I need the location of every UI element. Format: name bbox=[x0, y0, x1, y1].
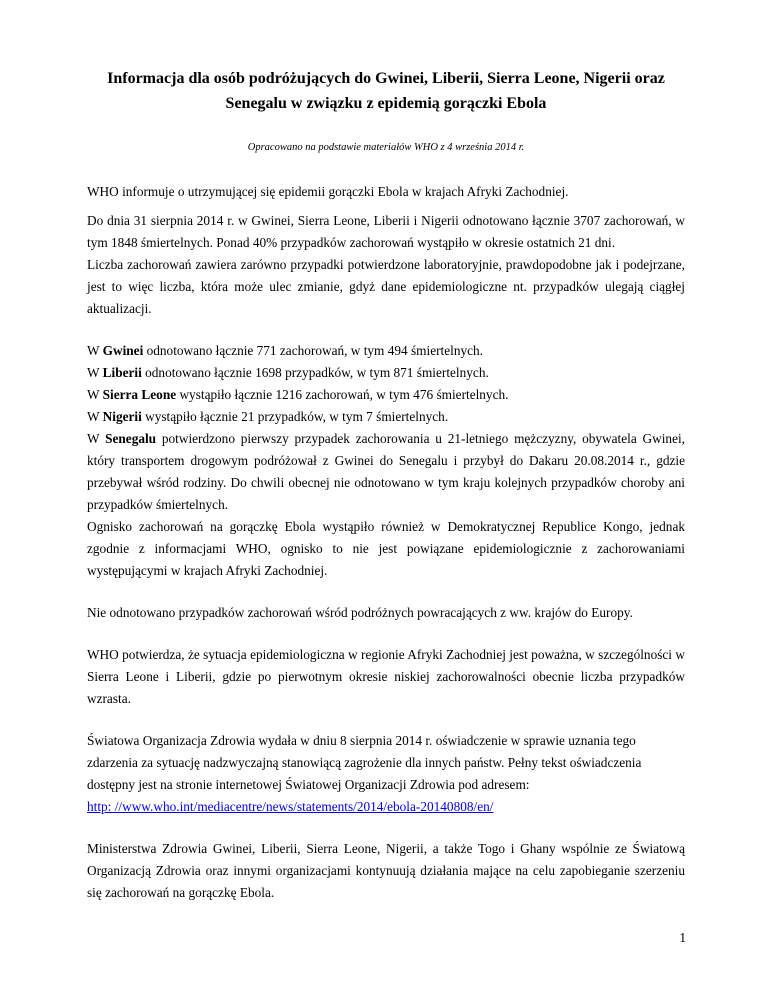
country-name: Sierra Leone bbox=[102, 387, 177, 402]
case-count-paragraph: Do dnia 31 sierpnia 2014 r. w Gwinei, Sierra Leone, Liberii i Nigerii odnotowano łącznie 3707 zachorowań, w tym 1848 śmiertelnych. Ponad 40% przypadków zachorowań wystąpiło w okresie ostatnich 21 dni. bbox=[87, 213, 685, 250]
who-statement-link[interactable]: http: //www.who.int/mediacentre/news/statements/2014/ebola-20140808/en/ bbox=[87, 799, 494, 814]
statement-line-3: dostępny jest na stronie internetowej Światowej Organizacji Zdrowia pod adresem: bbox=[87, 777, 530, 792]
congo-paragraph: Ognisko zachorowań na gorączkę Ebola wystąpiło również w Demokratycznej Republice Kongo, jednak zgodnie z informacjami WHO, ognisko to nie jest powiązane epidemiologicznie z zachorowaniami występującymi w krajach Afryki Zachodniej. bbox=[87, 519, 685, 578]
title-line-1: Informacja dla osób podróżujących do Gwinei, Liberii, Sierra Leone, Nigerii oraz bbox=[107, 70, 665, 87]
country-list bbox=[87, 340, 685, 516]
situation-paragraph: WHO potwierdza, że sytuacja epidemiologiczna w regionie Afryki Zachodniej jest poważna, w szczególności w Sierra Leone i Liberii, gdzie po pierwotnym okresie niskiej zachorowalności obecnie liczba przypadków wzrasta. bbox=[87, 647, 685, 706]
country-name: Nigerii bbox=[102, 409, 142, 424]
country-item-liberia: W Liberii odnotowano łącznie 1698 przypadków, w tym 871 śmiertelnych. bbox=[87, 365, 489, 380]
statement-line-2: zdarzenia za sytuację nadzwyczajną stanowiącą zagrożenie dla innych państw. Pełny tekst oświadczenia bbox=[87, 755, 642, 770]
country-name: Senegalu bbox=[105, 431, 157, 446]
country-item-nigeria: W Nigerii wystąpiło łącznie 21 przypadków, w tym 7 śmiertelnych. bbox=[87, 409, 449, 424]
country-name: Gwinei bbox=[102, 343, 144, 358]
statement-line-1: Światowa Organizacja Zdrowia wydała w dniu 8 sierpnia 2014 r. oświadczenie w sprawie uznania tego bbox=[87, 733, 636, 748]
title-line-2: Senegalu w związku z epidemią gorączki Ebola bbox=[225, 95, 547, 112]
intro-paragraph: WHO informuje o utrzymującej się epidemii gorączki Ebola w krajach Afryki Zachodniej. bbox=[87, 184, 569, 199]
country-name: Liberii bbox=[102, 365, 142, 380]
page-number: 1 bbox=[679, 930, 686, 945]
country-item-gwinea: W Gwinei odnotowano łącznie 771 zachorowań, w tym 494 śmiertelnych. bbox=[87, 343, 483, 358]
europe-paragraph: Nie odnotowano przypadków zachorowań wśród podróżnych powracających z ww. krajów do Europy. bbox=[87, 605, 633, 620]
document-title bbox=[87, 66, 685, 116]
country-item-senegal: W Senegalu potwierdzono pierwszy przypadek zachorowania u 21-letniego mężczyzny, obywatela Gwinei, który transportem drogowym podróżował z Gwinei do Senegalu i przybył do Dakaru 20.08.2014 r., gdzie przebywał wśród rodziny. Do chwili obecnej nie odnotowano w tym kraju kolejnych przypadków choroby ani przypadków śmiertelnych. bbox=[87, 431, 685, 512]
country-item-sierra-leone: W Sierra Leone wystąpiło łącznie 1216 zachorowań, w tym 476 śmiertelnych. bbox=[87, 387, 509, 402]
statement-paragraph bbox=[87, 730, 685, 818]
ministries-paragraph: Ministerstwa Zdrowia Gwinei, Liberii, Sierra Leone, Nigerii, a także Togo i Ghany wspólnie ze Światową Organizacją Zdrowia oraz innymi organizacjami kontynuują działania mające na celu zapobieganie szerzeniu się zachorowań na gorączkę Ebola. bbox=[87, 841, 685, 900]
document-subtitle: Opracowano na podstawie materiałów WHO z 4 września 2014 r. bbox=[247, 142, 525, 153]
case-definition-paragraph: Liczba zachorowań zawiera zarówno przypadki potwierdzone laboratoryjnie, prawdopodobne jak i podejrzane, jest to więc liczba, która może ulec zmianie, gdyż dane epidemiologiczne nt. przypadków ulegają ciągłej aktualizacji. bbox=[87, 257, 685, 316]
